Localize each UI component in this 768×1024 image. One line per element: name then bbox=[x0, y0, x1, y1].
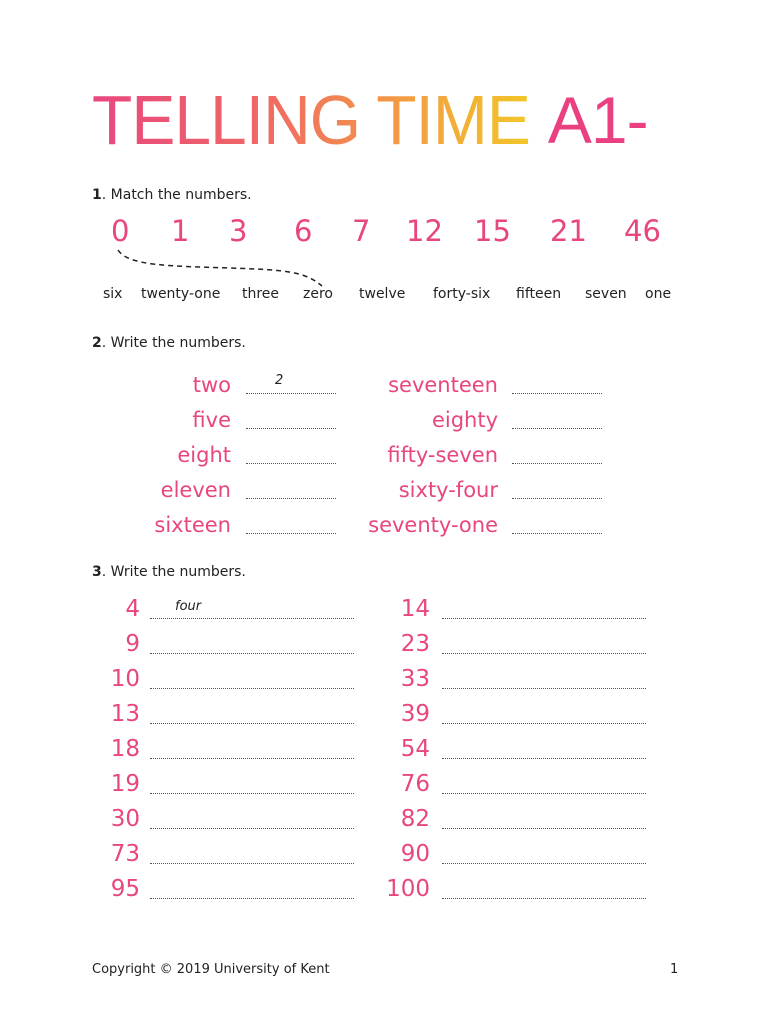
answer-blank[interactable] bbox=[512, 428, 602, 429]
page-number: 1 bbox=[670, 962, 679, 977]
match-number[interactable]: 3 bbox=[229, 214, 248, 248]
answer-blank[interactable] bbox=[150, 898, 354, 899]
word-label: seventeen bbox=[388, 373, 498, 397]
answer-blank[interactable] bbox=[150, 863, 354, 864]
answer-blank[interactable] bbox=[246, 393, 336, 394]
number-label: 23 bbox=[400, 631, 430, 657]
section3-number: 3 bbox=[92, 564, 102, 580]
answer-blank[interactable] bbox=[246, 463, 336, 464]
answer-blank[interactable] bbox=[150, 758, 354, 759]
word-label: five bbox=[192, 408, 231, 432]
number-label: 9 bbox=[125, 631, 140, 657]
number-label: 14 bbox=[400, 596, 430, 622]
match-word[interactable]: seven bbox=[585, 286, 627, 302]
number-label: 82 bbox=[400, 806, 430, 832]
match-word[interactable]: three bbox=[242, 286, 280, 302]
number-label: 100 bbox=[386, 876, 430, 902]
match-word[interactable]: twenty-one bbox=[141, 286, 221, 302]
answer-blank[interactable] bbox=[442, 723, 646, 724]
answer-blank[interactable] bbox=[442, 618, 646, 619]
copyright-text: Copyright © 2019 University of Kent bbox=[92, 962, 330, 977]
answer-blank[interactable] bbox=[150, 828, 354, 829]
answer-blank[interactable] bbox=[442, 793, 646, 794]
section2-number: 2 bbox=[92, 335, 102, 351]
title-main: TELLING TIME bbox=[92, 81, 530, 159]
number-label: 18 bbox=[110, 736, 140, 762]
match-word[interactable]: twelve bbox=[359, 286, 406, 302]
section3-instruction: Write the numbers. bbox=[110, 564, 246, 580]
number-label: 33 bbox=[400, 666, 430, 692]
section3-heading: 3. Write the numbers. bbox=[92, 564, 246, 580]
answer-blank[interactable] bbox=[150, 723, 354, 724]
title-level: A1- bbox=[547, 83, 648, 157]
match-number[interactable]: 46 bbox=[624, 214, 661, 248]
match-word[interactable]: six bbox=[103, 286, 123, 302]
answer-blank[interactable] bbox=[442, 758, 646, 759]
number-label: 30 bbox=[110, 806, 140, 832]
word-label: two bbox=[192, 373, 231, 397]
number-label: 73 bbox=[110, 841, 140, 867]
answer-blank[interactable] bbox=[150, 653, 354, 654]
section1-heading: 1. Match the numbers. bbox=[92, 187, 252, 203]
word-label: fifty-seven bbox=[387, 443, 498, 467]
match-number[interactable]: 12 bbox=[406, 214, 443, 248]
handwritten-answer: 2 bbox=[275, 373, 284, 388]
answer-blank[interactable] bbox=[442, 863, 646, 864]
match-word[interactable]: fifteen bbox=[516, 286, 562, 302]
section1-number: 1 bbox=[92, 187, 102, 203]
match-number[interactable]: 21 bbox=[550, 214, 587, 248]
word-label: eight bbox=[177, 443, 231, 467]
number-label: 39 bbox=[400, 701, 430, 727]
word-label: sixteen bbox=[154, 513, 231, 537]
answer-blank[interactable] bbox=[246, 498, 336, 499]
word-label: sixty-four bbox=[398, 478, 498, 502]
word-label: eighty bbox=[431, 408, 498, 432]
word-label: eleven bbox=[160, 478, 231, 502]
number-label: 19 bbox=[110, 771, 140, 797]
section1-instruction: Match the numbers. bbox=[110, 187, 252, 203]
match-word[interactable]: one bbox=[645, 286, 672, 302]
number-label: 4 bbox=[125, 596, 140, 622]
number-label: 54 bbox=[400, 736, 430, 762]
answer-blank[interactable] bbox=[442, 688, 646, 689]
worksheet-title bbox=[92, 82, 648, 159]
answer-blank[interactable] bbox=[442, 828, 646, 829]
answer-blank[interactable] bbox=[150, 618, 354, 619]
word-label: seventy-one bbox=[368, 513, 498, 537]
match-number[interactable]: 15 bbox=[474, 214, 511, 248]
answer-blank[interactable] bbox=[442, 898, 646, 899]
number-label: 10 bbox=[110, 666, 140, 692]
answer-blank[interactable] bbox=[512, 393, 602, 394]
number-label: 90 bbox=[400, 841, 430, 867]
match-word[interactable]: zero bbox=[303, 286, 333, 302]
number-label: 13 bbox=[110, 701, 140, 727]
section2-instruction: Write the numbers. bbox=[110, 335, 246, 351]
match-number[interactable]: 1 bbox=[171, 214, 190, 248]
answer-blank[interactable] bbox=[150, 793, 354, 794]
match-number[interactable]: 0 bbox=[111, 214, 130, 248]
number-label: 76 bbox=[400, 771, 430, 797]
number-label: 95 bbox=[110, 876, 140, 902]
section2-heading: 2. Write the numbers. bbox=[92, 335, 246, 351]
answer-blank[interactable] bbox=[512, 463, 602, 464]
answer-blank[interactable] bbox=[150, 688, 354, 689]
answer-blank[interactable] bbox=[246, 428, 336, 429]
answer-blank[interactable] bbox=[512, 533, 602, 534]
answer-blank[interactable] bbox=[246, 533, 336, 534]
answer-blank[interactable] bbox=[512, 498, 602, 499]
match-number[interactable]: 7 bbox=[352, 214, 371, 248]
answer-blank[interactable] bbox=[442, 653, 646, 654]
handwritten-answer: four bbox=[175, 599, 202, 614]
match-number[interactable]: 6 bbox=[294, 214, 313, 248]
match-word[interactable]: forty-six bbox=[433, 286, 491, 302]
